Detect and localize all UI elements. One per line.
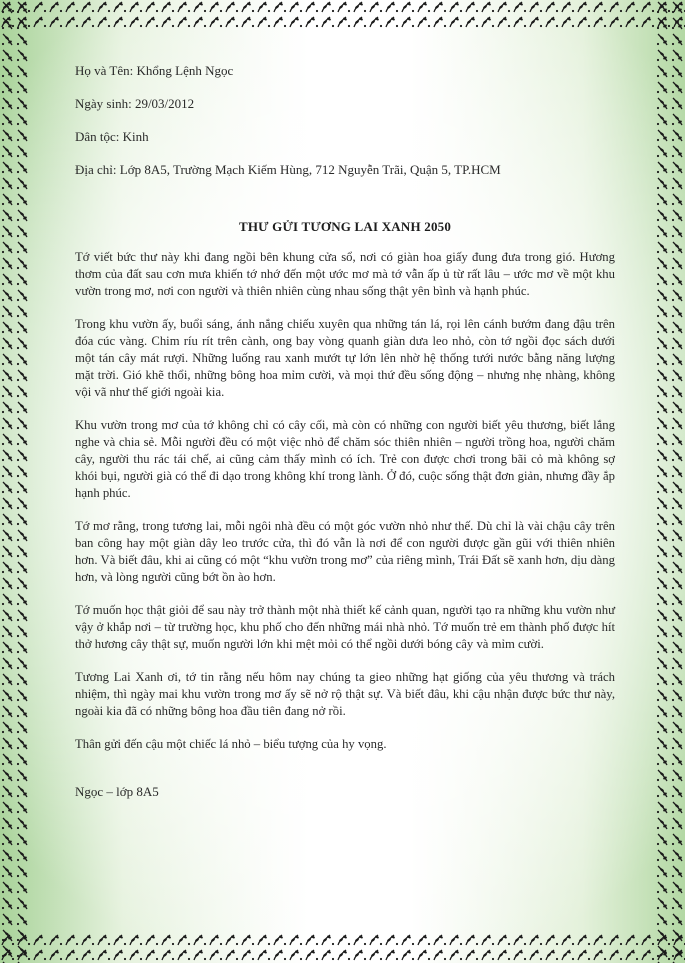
- address-line: Địa chỉ: Lớp 8A5, Trường Mạch Kiếm Hùng, 712 Nguyễn Trãi, Quận 5, TP.HCM: [75, 162, 501, 177]
- letter-title: THƯ GỬI TƯƠNG LAI XANH 2050: [238, 219, 452, 234]
- paragraph-2: Trong khu vườn ấy, buổi sáng, ánh nắng chiếu xuyên qua những tán lá, rọi lên cánh bướm đang đậu trên đóa cúc vàng. Chim ríu rít trên cành, ong bay vòng quanh giàn dưa leo nhỏ, còn tớ ngồi đọc sách dưới một tán cây mát rượi. Những luống rau xanh mướt tự lớn lên nhờ hệ thống tưới nước bằng năng lượng mặt trời. Gió khẽ thổi, những bông hoa mỉm cười, và mọi thứ đều sống động – nhưng nhẹ nhàng, không vội vã như thế giới ngoài kia.: [75, 317, 615, 399]
- border-pattern-right: [655, 0, 685, 963]
- paragraph-7: Thân gửi đến cậu một chiếc lá nhỏ – biểu tượng của hy vọng.: [75, 737, 387, 751]
- letter-content: [75, 62, 615, 813]
- paragraph-4: Tớ mơ rằng, trong tương lai, mỗi ngôi nhà đều có một góc vườn nhỏ như thế. Dù chỉ là vài chậu cây trên ban công hay một giàn dây leo trước cửa, thì đó vẫn là nơi để con người được gần gũi với thiên nhiên hơn. Và biết đâu, khi ai cũng có một “khu vườn trong mơ” của riêng mình, Trái Đất sẽ xanh hơn, dịu dàng hơn, và lòng người cũng bớt ồn ào hơn.: [75, 519, 615, 584]
- decorative-border-bottom: [0, 933, 685, 963]
- ethnicity-line: Dân tộc: Kinh: [75, 129, 149, 144]
- decorative-border-left: [0, 0, 30, 963]
- decorative-border-right: [655, 0, 685, 963]
- decorative-border-top: [0, 0, 685, 30]
- border-pattern-bottom: [0, 933, 685, 963]
- border-pattern-left: [0, 0, 30, 963]
- dob-line: Ngày sinh: 29/03/2012: [75, 96, 195, 111]
- border-pattern-top: [0, 0, 685, 30]
- paragraph-6: Tương Lai Xanh ơi, tớ tin rằng nếu hôm nay chúng ta gieo những hạt giống của yêu thương và trách nhiệm, thì ngày mai khu vườn trong mơ ấy sẽ nở rộ thật sự. Và biết đâu, khi cậu nhận được bức thư này, ngoài kia đã có những bông hoa đầu tiên đang nở rồi.: [75, 670, 615, 718]
- signature: Ngọc – lớp 8A5: [75, 784, 159, 799]
- name-line: Họ và Tên: Khổng Lệnh Ngọc: [75, 63, 234, 78]
- paragraph-1: Tớ viết bức thư này khi đang ngồi bên khung cửa sổ, nơi có giàn hoa giấy đung đưa trong gió. Hương thơm của đất sau cơn mưa khiến tớ nhớ đến một ước mơ mà tớ vẫn ấp ủ từ rất lâu – ước mơ về một khu vườn trong mơ, nơi con người và thiên nhiên cùng nhau sống thật yên bình và hạnh phúc.: [75, 250, 615, 298]
- paragraph-3: Khu vườn trong mơ của tớ không chỉ có cây cối, mà còn có những con người biết yêu thương, biết lắng nghe và chia sẻ. Mỗi người đều có một việc nhỏ để chăm sóc thiên nhiên – người trồng hoa, người chăm cây, người thu rác tái chế, ai cũng cảm thấy mình có ích. Trẻ con được chơi trong bãi cỏ mà không sợ khói bụi, người già có thể đi dạo trong không khí trong lành. Ở đó, cuộc sống thật đơn giản, nhưng đầy ắp hạnh phúc.: [75, 418, 615, 500]
- paragraph-5: Tớ muốn học thật giỏi để sau này trở thành một nhà thiết kế cảnh quan, người tạo ra những khu vườn như vậy ở khắp nơi – từ trường học, khu phố cho đến những mái nhà nhỏ. Tớ muốn trẻ em thành phố được hít thở hương cây thật sự, muốn người lớn khi mệt mỏi có thể ngồi dưới bóng cây và mỉm cười.: [75, 603, 615, 651]
